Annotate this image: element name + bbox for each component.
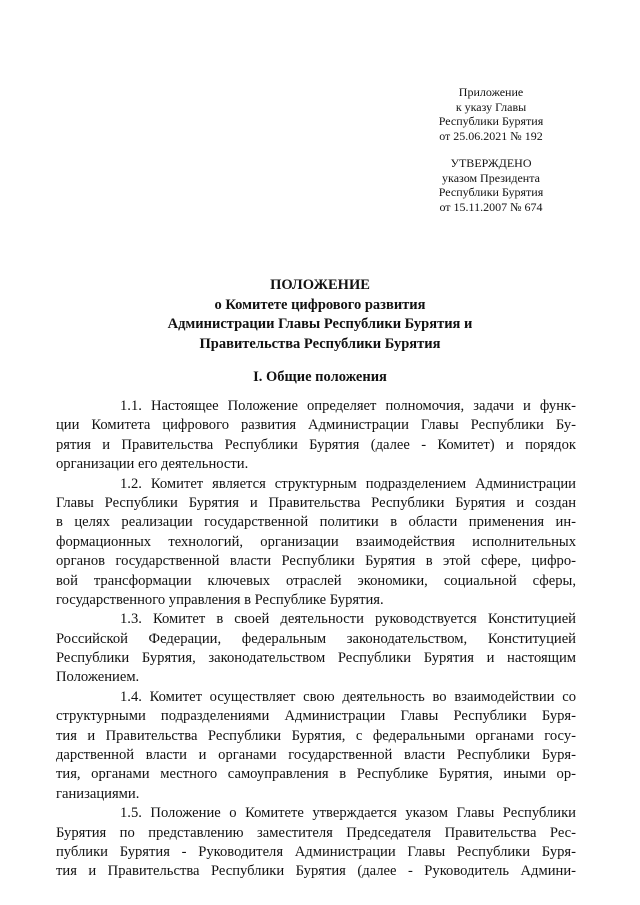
document-body (56, 397, 576, 882)
paragraph-line: 1.5. Положение о Комитете утверждается указом Главы Республики (120, 805, 576, 822)
paragraph-line: в целях реализации государственной политики в области применения ин- (56, 514, 576, 531)
paragraph-line: формационных технологий, организации взаимодействия исполнительных (56, 533, 576, 550)
paragraph-line: организации его деятельности. (56, 456, 249, 473)
approval-line: от 15.11.2007 № 674 (439, 199, 543, 214)
paragraph-line: тия и Правительства Республики Бурятия, с федеральными органами госу- (56, 727, 576, 744)
paragraph-line: тия, органами местного самоуправления в Республике Бурятия, иными ор- (56, 766, 576, 783)
section-heading: I. Общие положения (253, 369, 387, 385)
appendix-line: к указу Главы (455, 99, 527, 114)
appendix-line: Республики Бурятия (438, 114, 544, 128)
paragraph-line: структурными подразделениями Администрации Главы Республики Буря- (56, 708, 576, 725)
paragraph (56, 475, 576, 611)
paragraph-line: Положением. (56, 669, 140, 686)
approval-line: УТВЕРЖДЕНО (450, 156, 532, 170)
paragraph-line: Российской Федерации, федеральным законодательством, Конституцией (56, 630, 576, 647)
appendix-reference (410, 85, 572, 143)
approval-line: Республики Бурятия (438, 185, 544, 199)
title-line: о Комитете цифрового развития (214, 296, 426, 313)
paragraph-line: вой трансформации ключевых отраслей экономики, социальной сферы, (56, 572, 576, 589)
paragraph (56, 610, 576, 688)
title-line: Администрации Главы Республики Бурятия и (167, 316, 473, 332)
paragraph-line: 1.3. Комитет в своей деятельности руководствуется Конституцией (120, 611, 576, 628)
approval-line: указом Президента (442, 170, 540, 185)
title-line: Правительства Республики Бурятия (199, 335, 441, 352)
paragraph-line: 1.1. Настоящее Положение определяет полномочия, задачи и функ- (120, 398, 576, 414)
paragraph-line: публики Бурятия - Руководителя Администрации Главы Республики Буря- (56, 843, 576, 860)
paragraph (56, 688, 576, 804)
paragraph-line: 1.2. Комитет является структурным подразделением Администрации (120, 475, 576, 492)
paragraph-line: ции Комитета цифрового развития Администрации Главы Республики Бу- (56, 417, 576, 434)
paragraph (56, 397, 576, 475)
document-title (60, 276, 580, 354)
paragraph-line: Главы Республики Бурятия и Правительства Республики Бурятия и создан (56, 494, 576, 511)
paragraph-line: дарственной власти и органами государственной власти Республики Буря- (56, 747, 576, 764)
paragraph-line: ганизациями. (56, 785, 140, 802)
paragraph-line: Бурятия по представлению заместителя Председателя Правительства Рес- (56, 824, 576, 841)
title-line: ПОЛОЖЕНИЕ (270, 277, 370, 293)
paragraph-line: государственного управления в Республике Бурятия. (56, 591, 384, 608)
appendix-line: Приложение (458, 85, 524, 99)
paragraph-line: тия и Правительства Республики Бурятия (далее - Руководитель Админи- (56, 863, 576, 880)
paragraph-line: рятия и Правительства Республики Бурятия (далее - Комитет) и порядок (56, 436, 576, 453)
paragraph (56, 804, 576, 882)
paragraph-line: органов государственной власти Республики Бурятия в этой сфере, цифро- (56, 553, 576, 570)
paragraph-line: 1.4. Комитет осуществляет свою деятельность во взаимодействии со (120, 688, 576, 705)
approval-stamp (410, 156, 572, 214)
paragraph-line: Республики Бурятия, законодательством Республики Бурятия и настоящим (56, 650, 576, 667)
appendix-line: от 25.06.2021 № 192 (439, 128, 543, 143)
